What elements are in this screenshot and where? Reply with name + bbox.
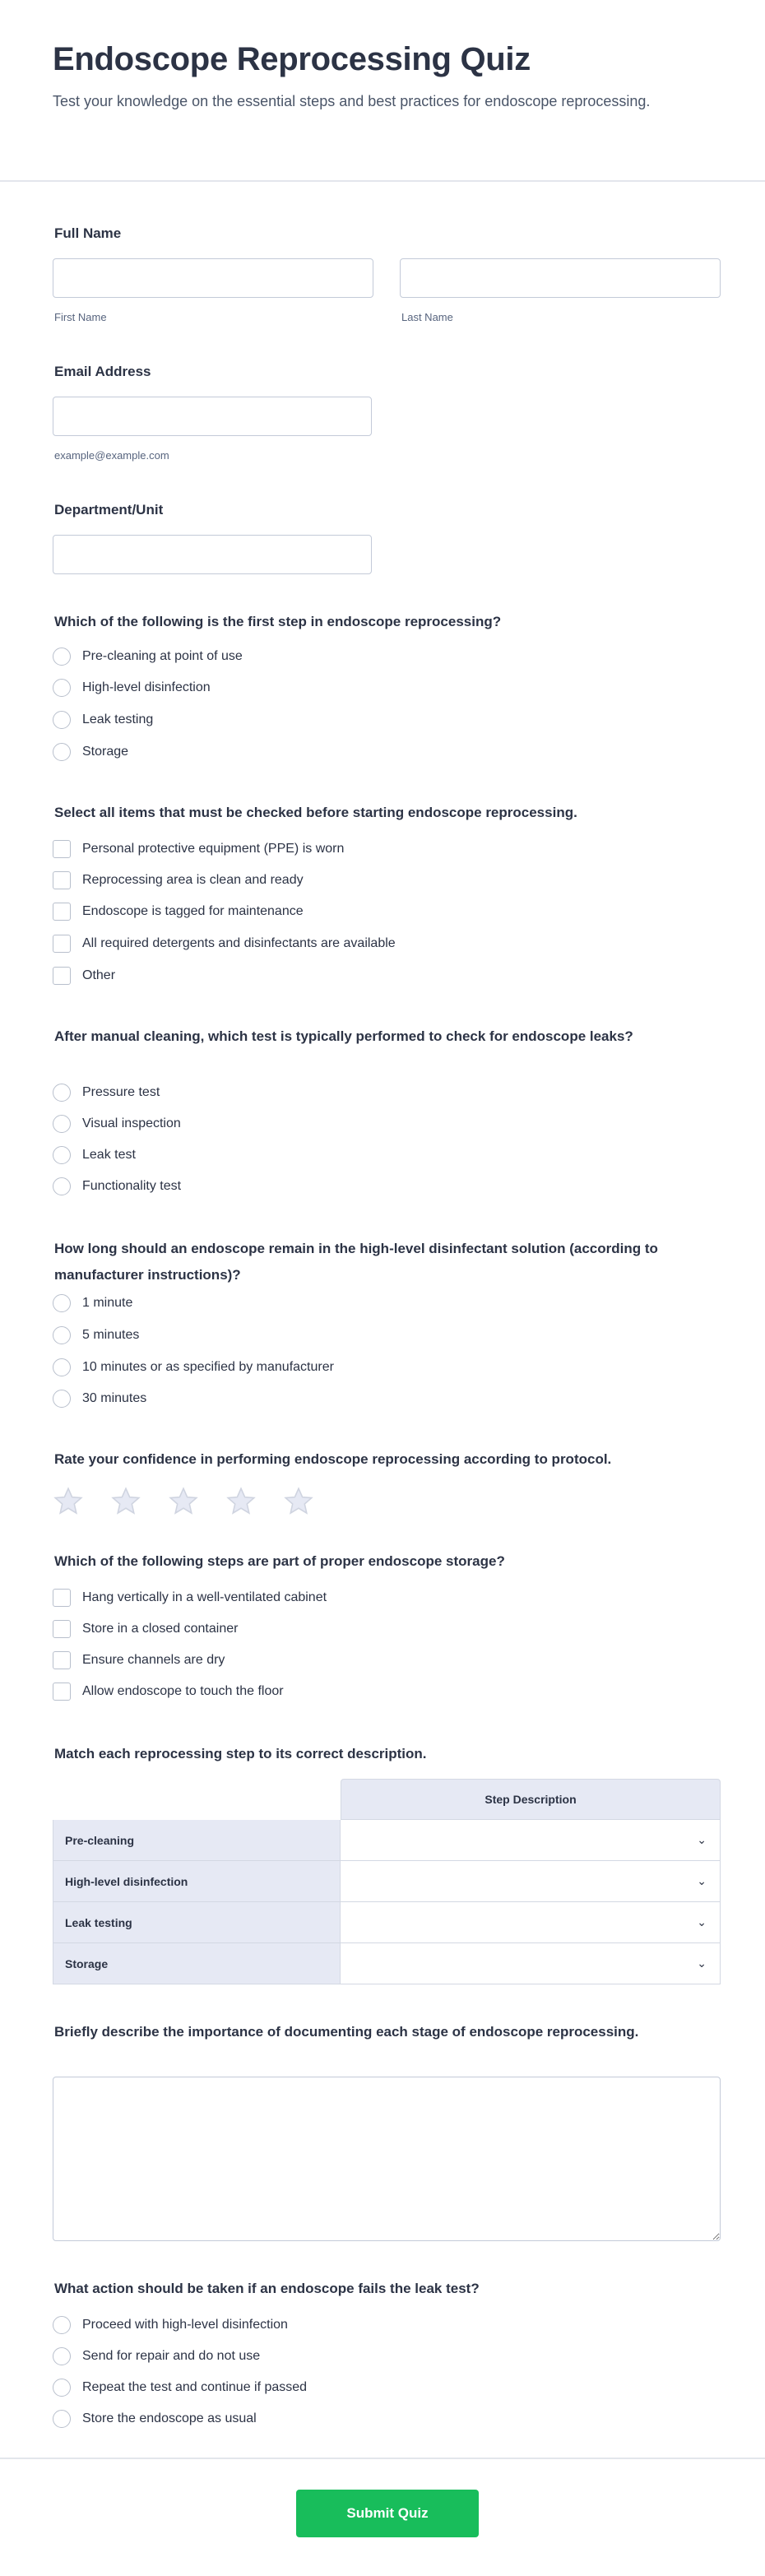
matching-matrix [53, 1779, 721, 1984]
divider [0, 180, 765, 182]
option-label: Functionality test [82, 1179, 182, 1193]
star-icon[interactable] [225, 1486, 257, 1517]
option-label: Allow endoscope to touch the floor [82, 1684, 284, 1698]
radio-button[interactable] [53, 2410, 71, 2428]
q4-option[interactable] [53, 1293, 132, 1314]
q2-option[interactable] [53, 901, 304, 922]
q2-option[interactable] [53, 870, 304, 891]
rating-label: Rate your confidence in performing endoscope reprocessing according to protocol. [54, 1451, 612, 1467]
chevron-down-icon: ⌄ [697, 1915, 707, 1929]
radio-button[interactable] [53, 1390, 71, 1408]
q1-label: Which of the following is the first step in endoscope reprocessing? [54, 614, 502, 629]
checkbox[interactable] [53, 1651, 71, 1669]
q3-option[interactable] [53, 1082, 160, 1103]
option-label: All required detergents and disinfectants are available [82, 936, 396, 950]
q4-option[interactable] [53, 1325, 139, 1346]
q3-option[interactable] [53, 1176, 181, 1197]
radio-button[interactable] [53, 711, 71, 729]
radio-button[interactable] [53, 2316, 71, 2334]
chevron-down-icon: ⌄ [697, 1833, 707, 1846]
email-hint: example@example.com [54, 449, 169, 462]
radio-button[interactable] [53, 1326, 71, 1344]
option-label: Personal protective equipment (PPE) is worn [82, 842, 345, 856]
q1-option[interactable] [53, 709, 153, 731]
star-icon[interactable] [283, 1486, 314, 1517]
q2-option[interactable] [53, 933, 396, 954]
last-name-input[interactable] [400, 258, 721, 298]
option-label: Pre-cleaning at point of use [82, 649, 243, 663]
q9-option[interactable] [53, 2377, 307, 2398]
star-icon[interactable] [53, 1486, 84, 1517]
option-label: Repeat the test and continue if passed [82, 2380, 308, 2394]
matrix-row-label: Pre-cleaning [53, 1820, 341, 1861]
documentation-textarea[interactable] [53, 2077, 721, 2241]
option-label: 1 minute [82, 1296, 133, 1310]
radio-button[interactable] [53, 679, 71, 697]
matrix-row [53, 1943, 721, 1984]
q4-option[interactable] [53, 1388, 146, 1409]
last-name-sublabel: Last Name [401, 311, 453, 323]
q6-option[interactable] [53, 1681, 284, 1702]
option-label: 10 minutes or as specified by manufacturer [82, 1360, 334, 1374]
radio-button[interactable] [53, 1294, 71, 1312]
department-input[interactable] [53, 535, 372, 574]
matrix-column-header: Step Description [341, 1779, 721, 1820]
q2-label: Select all items that must be checked before starting endoscope reprocessing. [54, 805, 577, 820]
checkbox[interactable] [53, 935, 71, 953]
option-label: Send for repair and do not use [82, 2349, 261, 2363]
radio-button[interactable] [53, 1146, 71, 1164]
star-icon[interactable] [110, 1486, 141, 1517]
star-icon[interactable] [168, 1486, 199, 1517]
option-label: Other [82, 968, 116, 982]
radio-button[interactable] [53, 1358, 71, 1376]
q6-option[interactable] [53, 1618, 238, 1640]
email-input[interactable] [53, 397, 372, 436]
q3-label: After manual cleaning, which test is typically performed to check for endoscope leaks? [54, 1028, 633, 1044]
department-label: Department/Unit [54, 502, 164, 518]
matrix-row [53, 1861, 721, 1902]
checkbox[interactable] [53, 840, 71, 858]
matrix-label: Match each reprocessing step to its correct description. [54, 1746, 427, 1761]
chevron-down-icon: ⌄ [697, 1956, 707, 1970]
checkbox[interactable] [53, 1620, 71, 1638]
matrix-row-label: Leak testing [53, 1902, 341, 1943]
option-label: Leak test [82, 1148, 136, 1162]
checkbox[interactable] [53, 871, 71, 889]
option-label: Endoscope is tagged for maintenance [82, 904, 304, 918]
checkbox[interactable] [53, 1683, 71, 1701]
radio-button[interactable] [53, 743, 71, 761]
radio-button[interactable] [53, 2379, 71, 2397]
first-name-input[interactable] [53, 258, 373, 298]
q6-label: Which of the following steps are part of proper endoscope storage? [54, 1553, 505, 1569]
q3-option[interactable] [53, 1144, 136, 1166]
q3-option[interactable] [53, 1113, 181, 1135]
page-subtitle: Test your knowledge on the essential steps and best practices for endoscope reprocessing. [53, 93, 651, 109]
description-dropdown[interactable] [341, 1820, 721, 1861]
option-label: Leak testing [82, 712, 154, 726]
option-label: 30 minutes [82, 1391, 147, 1405]
option-label: Store in a closed container [82, 1622, 239, 1636]
matrix-row [53, 1820, 721, 1861]
option-label: High-level disinfection [82, 680, 211, 694]
q4-label: How long should an endoscope remain in the high-level disinfectant solution (according to manufacturer instructions)? [54, 1241, 658, 1283]
chevron-down-icon: ⌄ [697, 1874, 707, 1887]
submit-button[interactable]: Submit Quiz [296, 2490, 479, 2537]
q4-option[interactable] [53, 1357, 334, 1378]
option-label: Reprocessing area is clean and ready [82, 873, 304, 887]
q2-option[interactable] [53, 965, 115, 986]
page-title: Endoscope Reprocessing Quiz [53, 41, 531, 77]
option-label: Store the endoscope as usual [82, 2411, 257, 2425]
checkbox[interactable] [53, 903, 71, 921]
q1-option[interactable] [53, 741, 128, 763]
full-name-label: Full Name [54, 225, 122, 241]
q1-option[interactable] [53, 646, 243, 667]
star-rating[interactable] [53, 1486, 314, 1517]
option-label: Ensure channels are dry [82, 1653, 225, 1667]
option-label: Pressure test [82, 1085, 160, 1099]
radio-button[interactable] [53, 1177, 71, 1195]
q9-option[interactable] [53, 2314, 288, 2336]
checkbox[interactable] [53, 967, 71, 985]
radio-button[interactable] [53, 1084, 71, 1102]
option-label: Hang vertically in a well-ventilated cabinet [82, 1590, 327, 1604]
first-name-sublabel: First Name [54, 311, 107, 323]
description-dropdown[interactable] [341, 1943, 721, 1984]
email-label: Email Address [54, 364, 151, 379]
matrix-row-label: High-level disinfection [53, 1861, 341, 1902]
matrix-row [53, 1902, 721, 1943]
option-label: Storage [82, 745, 129, 759]
description-dropdown[interactable] [341, 1902, 721, 1943]
q8-label: Briefly describe the importance of documenting each stage of endoscope reprocessing. [54, 2024, 639, 2040]
description-dropdown[interactable] [341, 1861, 721, 1902]
q2-option[interactable] [53, 838, 344, 860]
checkbox[interactable] [53, 1589, 71, 1607]
q9-option[interactable] [53, 2346, 260, 2367]
q1-option[interactable] [53, 677, 211, 699]
q6-option[interactable] [53, 1587, 327, 1608]
divider [0, 2458, 765, 2459]
q9-label: What action should be taken if an endoscope fails the leak test? [54, 2281, 480, 2296]
option-label: 5 minutes [82, 1328, 140, 1342]
radio-button[interactable] [53, 647, 71, 666]
option-label: Proceed with high-level disinfection [82, 2318, 288, 2332]
matrix-row-label: Storage [53, 1943, 341, 1984]
q9-option[interactable] [53, 2408, 257, 2430]
q6-option[interactable] [53, 1650, 225, 1671]
radio-button[interactable] [53, 1115, 71, 1133]
radio-button[interactable] [53, 2347, 71, 2365]
option-label: Visual inspection [82, 1116, 181, 1130]
